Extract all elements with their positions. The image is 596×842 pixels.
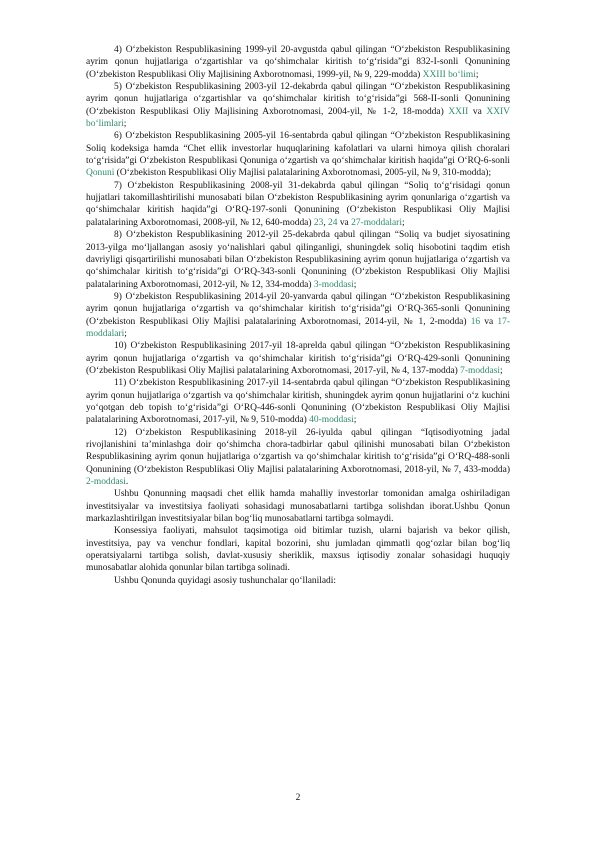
law-reference-link[interactable]: 2-moddasi: [86, 477, 126, 488]
paragraph: [86, 44, 510, 81]
paragraph: [86, 180, 510, 229]
paragraph-text: 6) O‘zbekiston Respublikasining 2005-yil 16-sentabrda qabul qilingan “O‘zbekiston Respublikasining Soliq kodeksiga hamda “Chet ellik investorlar huquqlarining kafolatlari va ularni himoya qilish choralari to‘g‘risida”gi O‘zbekiston Respublikasi Qonuniga o‘zgartish va qo‘shimchalar kiritish haqida”gi O‘RQ-6-sonli: [86, 131, 510, 167]
paragraph: [86, 525, 510, 574]
paragraph-text: ;: [353, 279, 357, 290]
paragraph-text: 4) O‘zbekiston Respublikasining 1999-yil 20-avgustda qabul qilingan “O‘zbekiston Respublikasining ayrim qonun hujjatlariga o‘zgartishlar va qo‘shimchalar kiritish to‘g‘risida”gi 832-I-sonli Qonunining (O‘zbekiston Respublikasi Oliy Majlisining Axborotnomasi, 1999-yil, № 9, 229-modda): [86, 45, 510, 80]
paragraph-text: 10) O‘zbekiston Respublikasining 2017-yil 18-aprelda qabul qilingan “O‘zbekiston Respublikasining ayrim qonun hujjatlariga o‘zgartish va qo‘shimchalar kiritish to‘g‘risida”gi O‘RQ-429-sonli Qonunining (O‘zbekiston Respublikasi Oliy Majlisi palatalarining Axborotnomasi, 2017-yil, № 4, 137-modda): [86, 341, 510, 376]
paragraph: [86, 81, 510, 130]
paragraph-text: ;: [401, 217, 405, 228]
paragraph-text: va: [480, 316, 498, 327]
paragraph: [86, 488, 510, 525]
page-body: [86, 44, 510, 587]
paragraph-text: 11) O‘zbekiston Respublikasining 2017-yil 14-sentabrda qabul qilingan “O‘zbekiston Respublikasining ayrim qonun hujjatlariga o‘zgartish va qo‘shimchalar kiritish, shuningdek ayrim qonun hujjatlarini o‘z kuchini yo‘qotgan deb topish to‘g‘risida”gi O‘RQ-446-sonli Qonunining (O‘zbekiston Respublikasi Oliy Majlisi palatalarining Axborotnomasi, 2017-yil, № 9, 510-modda): [86, 378, 510, 426]
paragraph-text: ;: [499, 365, 503, 376]
paragraph-text: 8) O‘zbekiston Respublikasining 2012-yil 25-dekabrda qabul qilingan “Soliq va budjet siyosatining 2013-yilga mo‘ljallangan asosiy yo‘nalishlari qabul qilinganligi, shuningdek soliq hisobotini taqdim etish davriyligi qisqartirilishi munosabati bilan O‘zbekiston Respublikasining ayrim qonun hujjatlariga o‘zgartish va qo‘shimchalar kiritish to‘g‘risida”gi O‘RQ-343-sonli Qonunining (O‘zbekiston Respublikasi Oliy Majlisi palatalarining Axborotnomasi, 2012-yil, № 12, 334-modda): [86, 230, 510, 290]
paragraph-text: ,: [323, 217, 329, 228]
law-reference-link[interactable]: 3-moddasi: [313, 279, 354, 290]
law-reference-link[interactable]: 24: [328, 217, 338, 228]
law-reference-link[interactable]: 7-moddasi: [460, 365, 500, 376]
paragraph-text: ;: [123, 119, 127, 130]
paragraph: [86, 130, 510, 179]
paragraph-text: 5) O‘zbekiston Respublikasining 2003-yil 12-dekabrda qabul qilingan “O‘zbekiston Respublikasining ayrim qonun hujjatlariga o‘zgartishlar va qo‘shimchalar kiritish to‘g‘risida”gi 568-II-sonli Qonunining (O‘zbekiston Respublikasi Oliy Majlisining Axborotnomasi, 2004-yil, № 1-2, 18-modda): [86, 82, 510, 117]
paragraph-text: 9) O‘zbekiston Respublikasining 2014-yil 20-yanvarda qabul qilingan “O‘zbekiston Respublikasining ayrim qonun hujjatlariga o‘zgartish va qo‘shimchalar kiritish to‘g‘risida”gi O‘RQ-365-sonli Qonunining (O‘zbekiston Respublikasi Oliy Majlisi palatalarining Axborotnomasi, 2014-yil, № 1, 2-modda): [86, 291, 510, 327]
law-reference-link[interactable]: 16: [470, 316, 481, 327]
law-reference-link[interactable]: XXII: [448, 106, 469, 117]
paragraph-text: 12) O‘zbekiston Respublikasining 2018-yil 26-iyulda qabul qilingan “Iqtisodiyotning jadal rivojlanishini ta’minlashga doir qo‘shimcha chora-tadbirlar qabul qilinishi munosabati bilan O‘zbekiston Respublikasining ayrim qonun hujjatlariga o‘zgartish va qo‘shimchalar kiritish to‘g‘risida”gi O‘RQ-488-sonli Qonunining (O‘zbekiston Respublikasi Oliy Majlisi palatalarining Axborotnomasi, 2018-yil, № 7, 433-modda): [86, 427, 510, 475]
paragraph-text: Konsessiya faoliyati, mahsulot taqsimotiga oid bitimlar tuzish, ularni bajarish va bekor qilish, investitsiya, pay va venchur fondlari, kapital bozorini, shu jumladan qimmatli qog‘ozlar bilan bog‘liq operatsiyalarni tartibga solish, davlat-xususiy sheriklik, maxsus iqtisodiy zonalar sohasidagi huquqiy munosabatlar alohida qonunlar bilan tartibga solinadi.: [86, 526, 510, 574]
paragraph-text: va: [468, 106, 487, 117]
paragraph-text: (O‘zbekiston Respublikasi Oliy Majlisi palatalarining Axborotnomasi, 2005-yil, № 9, 310-modda);: [114, 168, 492, 179]
paragraph: [86, 427, 510, 489]
paragraph-text: ;: [124, 328, 127, 339]
paragraph-text: va: [337, 217, 352, 228]
paragraph-text: ;: [475, 69, 479, 80]
paragraph-text: 7) O‘zbekiston Respublikasining 2008-yil 31-dekabrda qabul qilingan “Soliq to‘g‘risidagi qonun hujjatlari takomillashtirilishi munosabati bilan O‘zbekiston Respublikasining ayrim qonunlariga o‘zgartish va qo‘shimchalar kiritish haqida”gi O‘RQ-197-sonli Qonunining (O‘zbekiston Respublikasi Oliy Majlisi palatalarining Axborotnomasi, 2008-yil, № 12, 640-modda): [86, 180, 510, 228]
law-reference-link[interactable]: 40-moddasi: [309, 415, 354, 426]
law-reference-link[interactable]: XXIII bo‘limi: [422, 69, 476, 80]
paragraph-text: Ushbu Qonunning maqsadi chet ellik hamda mahalliy investorlar tomonidan amalga oshiriladigan investitsiyalar va investitsiya faoliyati sohasidagi munosabatlarni tartibga solishdan iborat.Ushbu Qonun markazlashtirilgan investitsiyalar bilan bog‘liq munosabatlarni tartibga solmaydi.: [86, 489, 510, 525]
paragraph-text: .: [125, 477, 129, 488]
law-reference-link[interactable]: 23: [313, 217, 324, 228]
law-reference-link[interactable]: 17-moddalari: [86, 316, 510, 339]
paragraph-text: ;: [353, 415, 357, 426]
law-reference-link[interactable]: XXIV bo‘limlari: [86, 106, 510, 130]
paragraph: [86, 575, 510, 587]
paragraph: [86, 340, 510, 377]
law-reference-link[interactable]: Qonuni: [86, 168, 115, 179]
paragraph: [86, 377, 510, 426]
page-number: 2: [295, 793, 301, 803]
paragraph: [86, 229, 510, 291]
law-reference-link[interactable]: 27-moddalari: [351, 217, 402, 228]
paragraph: [86, 291, 510, 340]
paragraph-text: Ushbu Qonunda quyidagi asosiy tushunchalar qo‘llaniladi:: [114, 575, 337, 586]
